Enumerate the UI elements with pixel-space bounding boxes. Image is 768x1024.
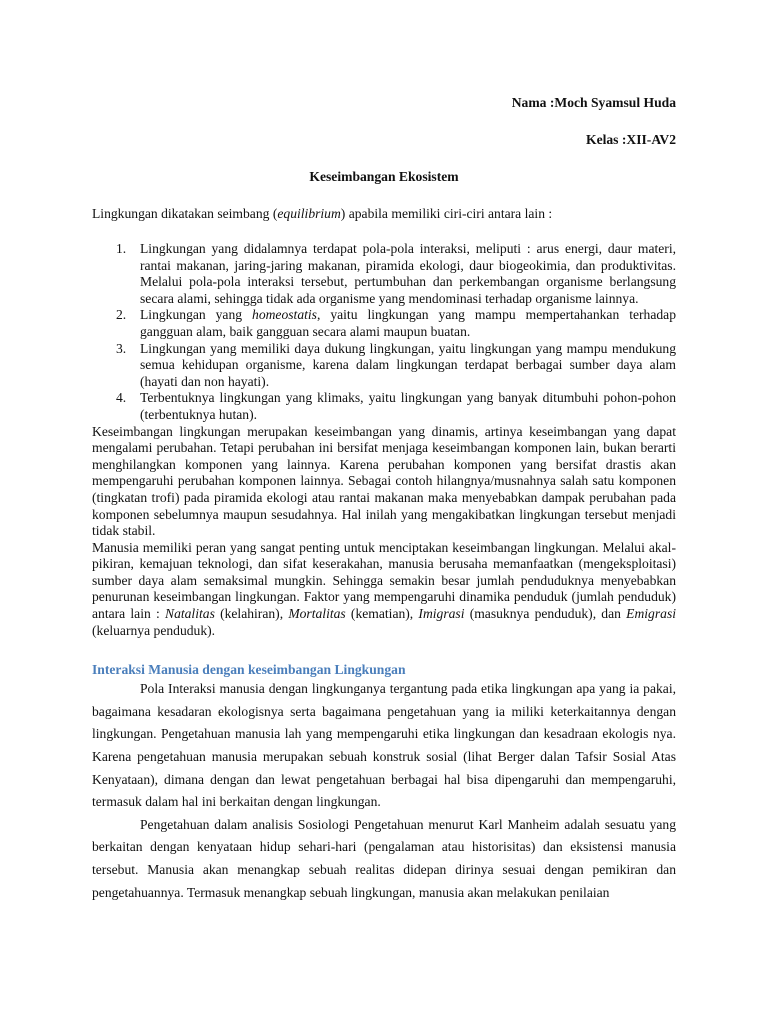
student-name: Nama :Moch Syamsul Huda <box>511 95 676 110</box>
student-class: Kelas :XII-AV2 <box>586 132 676 147</box>
list-item-text: Lingkungan yang homeostatis, yaitu lingkungan yang mampu mempertahankan terhadap gangguan alam, baik gangguan secara alami maupun buatan. <box>140 307 676 339</box>
list-item-text: Lingkungan yang memiliki daya dukung lingkungan, yaitu lingkungan yang mampu mendukung semua kehidupan organisme, karena dalam lingkungan terdapat berbagai sumber daya alam (hayati dan non hayati). <box>140 340 676 389</box>
list-item <box>116 307 676 340</box>
list-number: 3. <box>116 340 127 356</box>
list-item <box>116 340 676 391</box>
paragraph-sociology-knowledge: Pengetahuan dalam analisis Sosiologi Pengetahuan menurut Karl Manheim adalah sesuatu yang berkaitan dengan kenyataan hidup sehari-hari (pengalaman atau historisitas) dan eksistensi manusia tersebut. Manusia akan menangkap sebuah realitas didepan dirinya sesuai dengan pemikiran dan pengetahuannya. Termasuk menangkap sebuah lingkungan, manusia akan melakukan penilaian <box>92 816 676 900</box>
paragraph-human-role: Manusia memiliki peran yang sangat penting untuk menciptakan keseimbangan lingkungan. Melalui akal-pikiran, kemajuan teknologi, dan sifat keserakahan, manusia berusaha memanfaatkan (mengeksploitasi) sumber daya alam semaksimal mungkin. Sehingga semakin besar jumlah penduduknya menyebabkan penurunan keseimbangan lingkungan. Faktor yang mempengaruhi dinamika penduduk (jumlah penduduk) antara lain : Natalitas (kelahiran), Mortalitas (kematian), Imigrasi (masuknya penduduk), dan Emigrasi (keluarnya penduduk). <box>92 539 677 638</box>
list-item-text: Terbentuknya lingkungan yang klimaks, yaitu lingkungan yang banyak ditumbuhi pohon-pohon (terbentuknya hutan). <box>140 390 676 422</box>
list-number: 1. <box>116 241 127 256</box>
paragraph-dynamic-balance: Keseimbangan lingkungan merupakan keseimbangan yang dinamis, artinya keseimbangan yang dapat mengalami perubahan. Tetapi perubahan ini bersifat menjaga keseimbangan komponen lain, bukan berarti menghilangkan komponen yang lainnya. Karena perubahan komponen yang bersifat drastis akan mempengaruhi perubahan komponen lainnya. Sebagai contoh hilangnya/musnahnya salah satu komponen (tingkatan trofi) pada piramida ekologi atau rantai makanan maka menyebabkan dampak perubahan pada komponen sebelumnya maupun sesudahnya. Hal inilah yang mengakibatkan lingkungan tersebut menjadi tidak stabil. <box>92 423 676 539</box>
criteria-list <box>92 241 676 424</box>
section-heading: Interaksi Manusia dengan keseimbangan Lingkungan <box>92 662 406 678</box>
list-item-text: Lingkungan yang didalamnya terdapat pola-pola interaksi, meliputi : arus energi, daur materi, rantai makanan, jaring-jaring makanan, piramida ekologi, daur biogeokimia, dan produktivitas. Melalui pola-pola interaksi tersebut, pertumbuhan dan perkembangan organisme berlangsung secara alami, sehingga tidak ada organisme yang mendominasi terhadap organisme lainnya. <box>140 241 676 306</box>
document-title: Keseimbangan Ekosistem <box>309 169 459 184</box>
paragraph-interaction-pattern: Pola Interaksi manusia dengan lingkunganya tergantung pada etika lingkungan apa yang ia pakai, bagaimana kesadaran ekologisnya serta bagaimana pengetahuan yang ia miliki keterkaitannya dengan lingkungan. Pengetahuan manusia lah yang mempengaruhi etika lingkungan dan kesadraan ekologis nya. Karena pengetahuan manusia merupakan sebuah konstruk sosial (lihat Berger dalan Tafsir Sosial Atas Kenyataan), dimana dengan dan lewat pengetahuan berbagai hal bisa dipengaruhi dan mempengaruhi, termasuk dalam hal ini berkaitan dengan lingkungan. <box>92 681 676 810</box>
intro-sentence: Lingkungan dikatakan seimbang (equilibrium) apabila memiliki ciri-ciri antara lain : <box>92 206 553 221</box>
list-number: 4. <box>116 390 127 406</box>
list-item <box>116 390 676 423</box>
list-number: 2. <box>116 307 127 323</box>
document-page <box>92 94 676 904</box>
list-item <box>116 241 676 307</box>
